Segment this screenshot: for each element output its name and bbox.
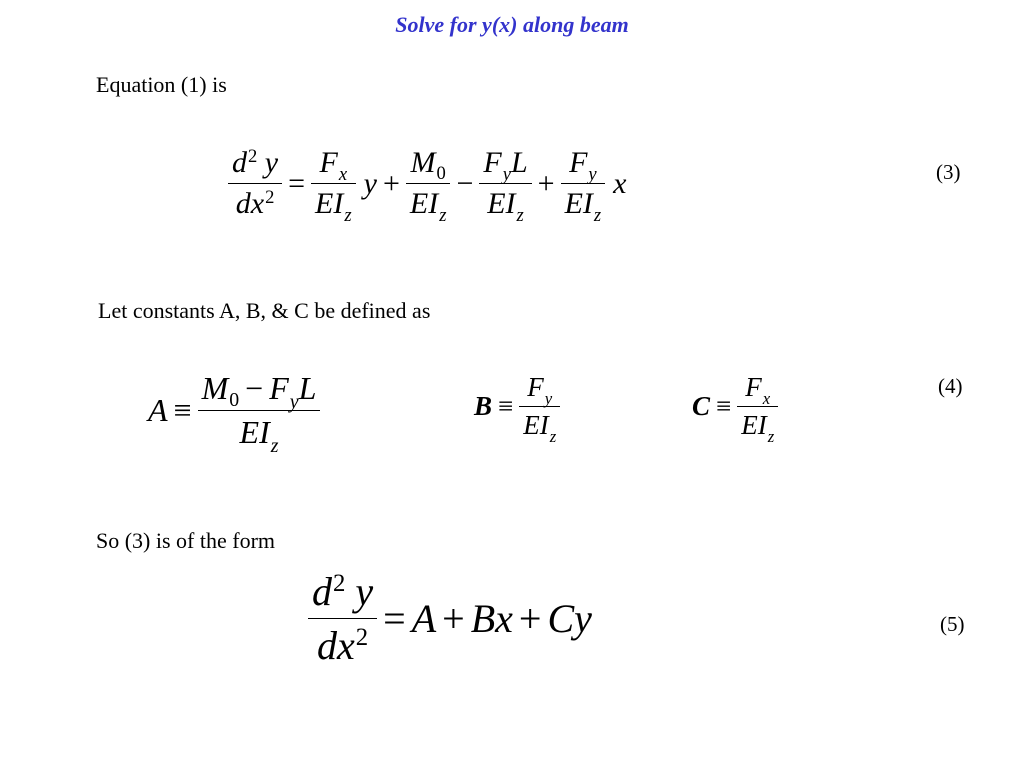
d2y-dx2-fraction: $\frac{d^2 y}{dx^2}$ [228, 146, 282, 221]
equation-number-5: (5) [940, 612, 965, 636]
paragraph-constants: Let constants A, B, & C be defined as [98, 298, 431, 323]
paragraph-form: So (3) is of the form [96, 528, 276, 553]
fyl-over-eiz-fraction: $\frac{F_yL}{EI_z}$ [479, 146, 531, 221]
paragraph-equation-1: Equation (1) is [96, 72, 227, 97]
equation-4-A: A ≡ $\frac{M_0 - F_yL}{EI_z}$ [148, 370, 320, 451]
equation-number-4: (4) [938, 374, 963, 398]
equation-number-3: (3) [936, 160, 961, 184]
equation-4-B: B ≡ $\frac{F_y}{EI_z}$ [474, 372, 560, 441]
B-definition-fraction: $\frac{F_y}{EI_z}$ [519, 372, 560, 441]
equation-3: $\frac{d^2 y}{dx^2}$ = $\frac{F_x}{EI_z}$ y + $\frac{M_0}{EI_z}$ − $\frac{F_yL}{EI_z}$ + $\frac{F_y}{EI_z}$ x [228, 146, 626, 221]
equation-4-C: C ≡ $\frac{F_x}{EI_z}$ [692, 372, 778, 441]
A-definition-fraction: $\frac{M_0 - F_yL}{EI_z}$ [198, 370, 321, 451]
d2y-dx2-fraction-5: $\frac{d^2 y}{dx^2}$ [308, 568, 377, 669]
C-definition-fraction: $\frac{F_x}{EI_z}$ [737, 372, 778, 441]
m0-over-eiz-fraction: $\frac{M_0}{EI_z}$ [406, 146, 451, 221]
fy-over-eiz-fraction: $\frac{F_y}{EI_z}$ [561, 146, 606, 221]
slide-title: Solve for y(x) along beam [395, 12, 629, 37]
fx-over-eiz-fraction: $\frac{F_x}{EI_z}$ [311, 146, 356, 221]
equation-5: $\frac{d^2 y}{dx^2}$ = A + Bx + Cy [308, 568, 592, 669]
